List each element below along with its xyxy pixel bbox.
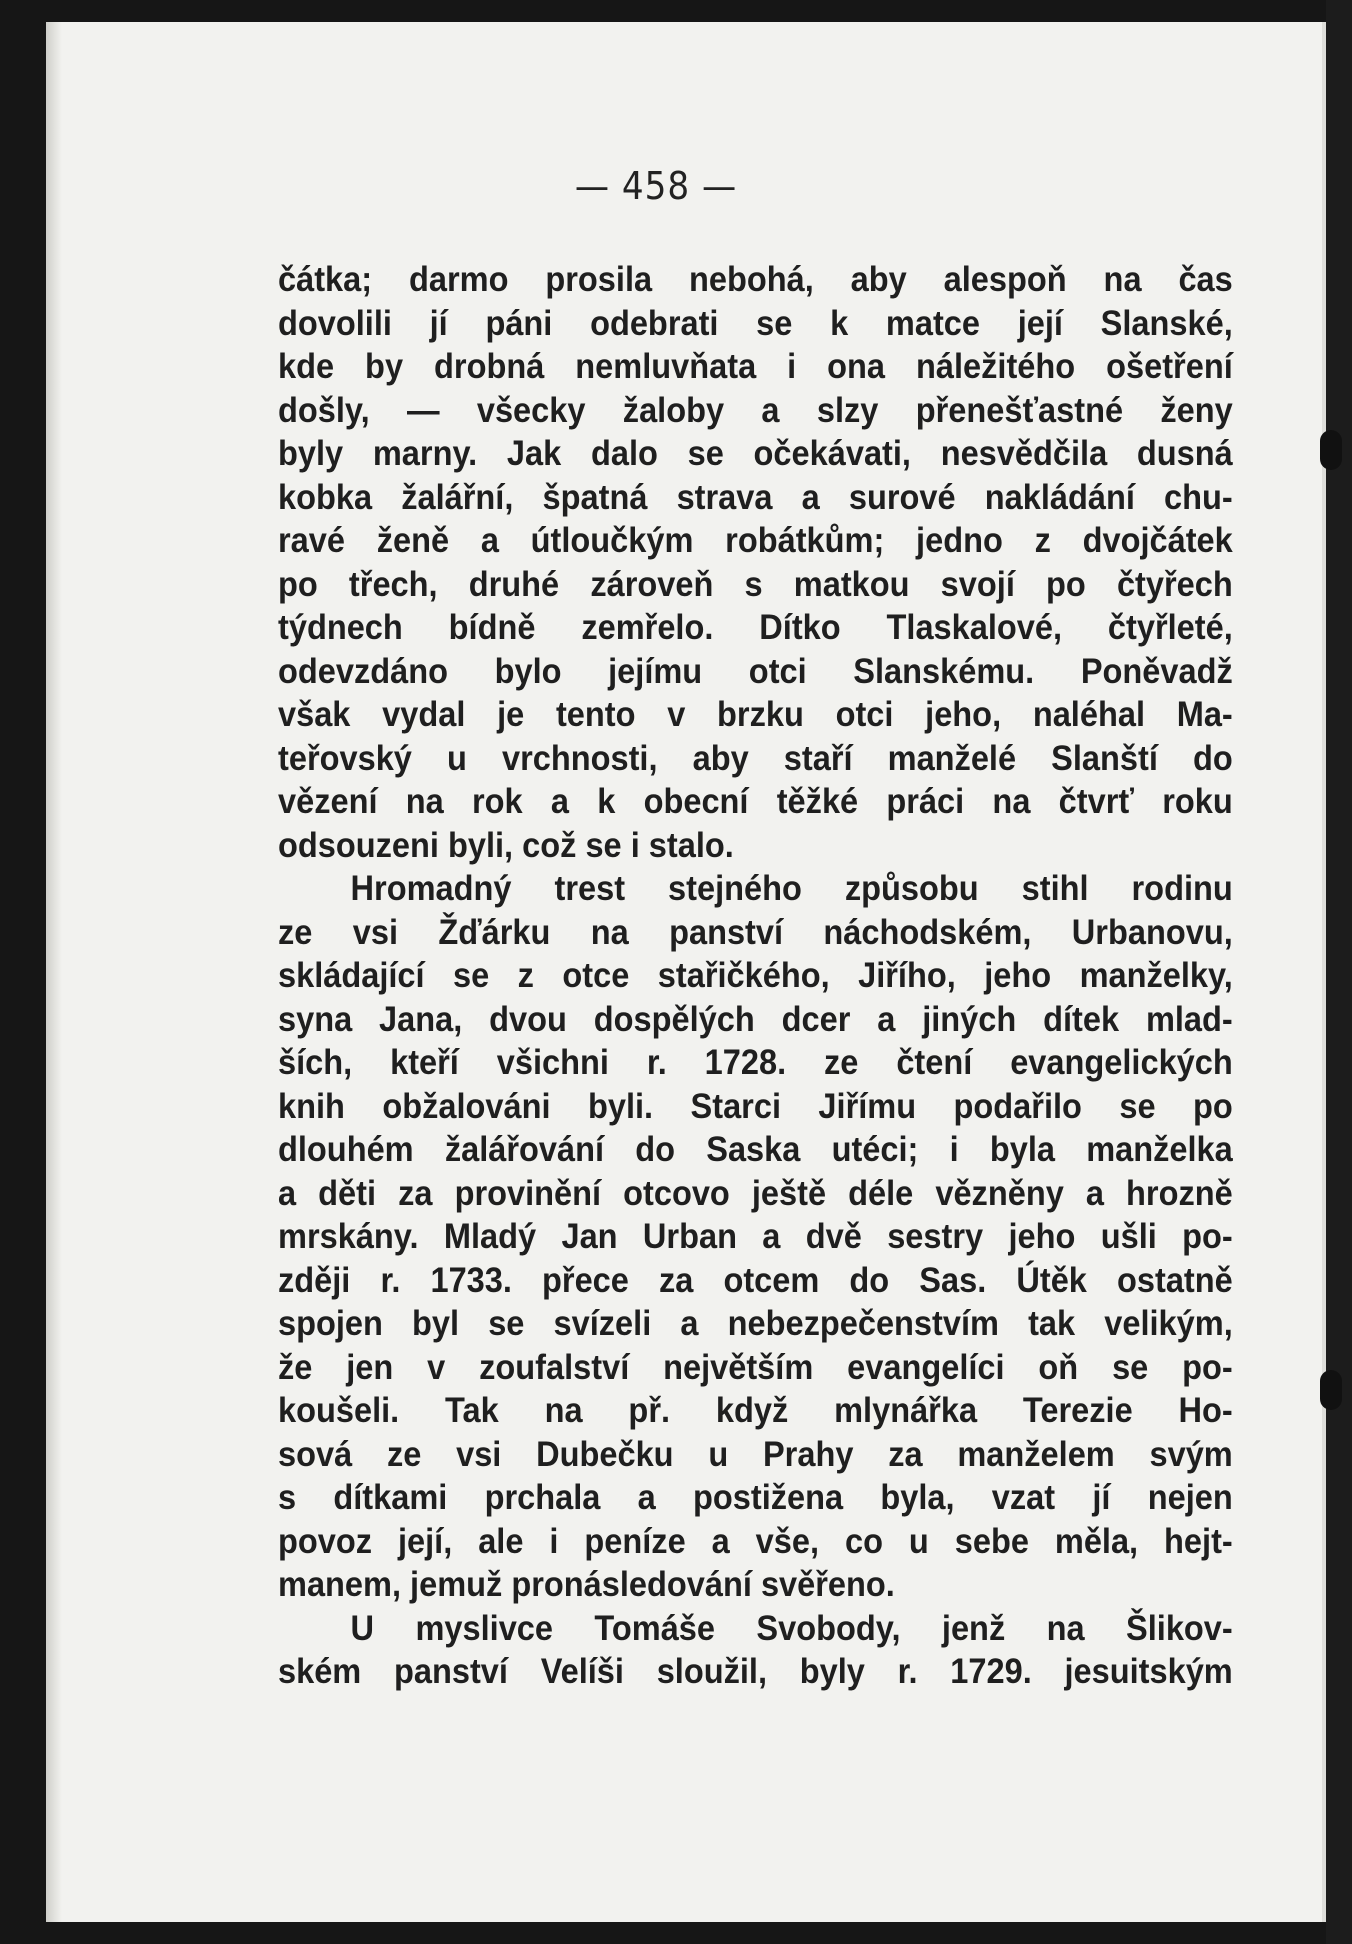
text-line: skládající se z otce stařičkého, Jiřího, jeho manželky,: [278, 956, 1233, 995]
text-line: teřovský u vrchnosti, aby staří manželé Slanští do: [278, 738, 1233, 778]
paragraph-start-line: Hromadný trest stejného způsobu stihl rodinu: [350, 869, 1233, 908]
text-line: povoz její, ale i peníze a vše, co u sebe měla, hejt-: [278, 1521, 1233, 1561]
text-line: odevzdáno bylo jejímu otci Slanskému. Poněvadž: [278, 651, 1233, 691]
text-line: vězení na rok a k obecní těžké práci na čtvrť roku: [278, 782, 1233, 821]
paragraph-start-line: U myslivce Tomáše Svobody, jenž na Šlikov-: [350, 1608, 1233, 1648]
binding-strip: [1326, 0, 1352, 1944]
text-line: byly marny. Jak dalo se očekávati, nesvědčila dusná: [278, 434, 1233, 473]
text-line: po třech, druhé zároveň s matkou svojí po čtyřech: [278, 564, 1233, 604]
text-line: že jen v zoufalství největším evangelíci oň se po-: [278, 1347, 1233, 1387]
body-text: [278, 258, 1233, 1694]
text-line: došly, — všecky žaloby a slzy přenešťastné ženy: [278, 390, 1233, 430]
text-line: ších, kteří všichni r. 1728. ze čtení evangelických: [278, 1043, 1233, 1082]
text-line: kde by drobná nemluvňata i ona náležitého ošetření: [278, 347, 1233, 386]
text-line: ravé ženě a útloučkým robátkům; jedno z dvojčátek: [278, 521, 1233, 560]
text-line: mrskány. Mladý Jan Urban a dvě sestry jeho ušli po-: [278, 1217, 1233, 1256]
text-line: koušeli. Tak na př. když mlynářka Terezie Ho-: [278, 1391, 1233, 1430]
paragraph-end-line: manem, jemuž pronásledování svěřeno.: [278, 1565, 895, 1604]
text-line: dlouhém žalářování do Saska utéci; i byla manželka: [278, 1130, 1233, 1169]
text-line: čátka; darmo prosila nebohá, aby alespoň na čas: [278, 260, 1233, 299]
text-line: a děti za provinění otcovo ještě déle vězněny a hrozně: [278, 1173, 1233, 1213]
text-line: spojen byl se svízeli a nebezpečenstvím tak velikým,: [278, 1304, 1233, 1343]
text-line: kobka žalářní, špatná strava a surové nakládání chu-: [278, 477, 1233, 517]
page-number: — 458 —: [574, 164, 738, 208]
text-line: ze vsi Žďárku na panství náchodském, Urbanovu,: [278, 912, 1233, 952]
binding-hole: [1320, 1370, 1342, 1410]
paragraph-end-line: odsouzeni byli, což se i stalo.: [278, 825, 734, 865]
text-line: s dítkami prchala a postižena byla, vzat jí nejen: [278, 1478, 1233, 1517]
text-line: týdnech bídně zemřelo. Dítko Tlaskalové, čtyřleté,: [278, 608, 1233, 647]
binding-hole: [1320, 430, 1342, 470]
text-line: však vydal je tento v brzku otci jeho, naléhal Ma-: [278, 695, 1233, 734]
text-line: dovolili jí páni odebrati se k matce její Slanské,: [278, 303, 1233, 343]
text-line: syna Jana, dvou dospělých dcer a jiných dítek mlad-: [278, 999, 1233, 1039]
text-line: zději r. 1733. přece za otcem do Sas. Útěk ostatně: [278, 1260, 1233, 1300]
text-line: knih obžalováni byli. Starci Jiřímu podařilo se po: [278, 1086, 1233, 1126]
page-gutter-shade: [46, 22, 62, 1922]
text-line: ském panství Velíši sloužil, byly r. 1729. jesuitským: [278, 1652, 1233, 1691]
text-line: sová ze vsi Dubečku u Prahy za manželem svým: [278, 1434, 1233, 1474]
